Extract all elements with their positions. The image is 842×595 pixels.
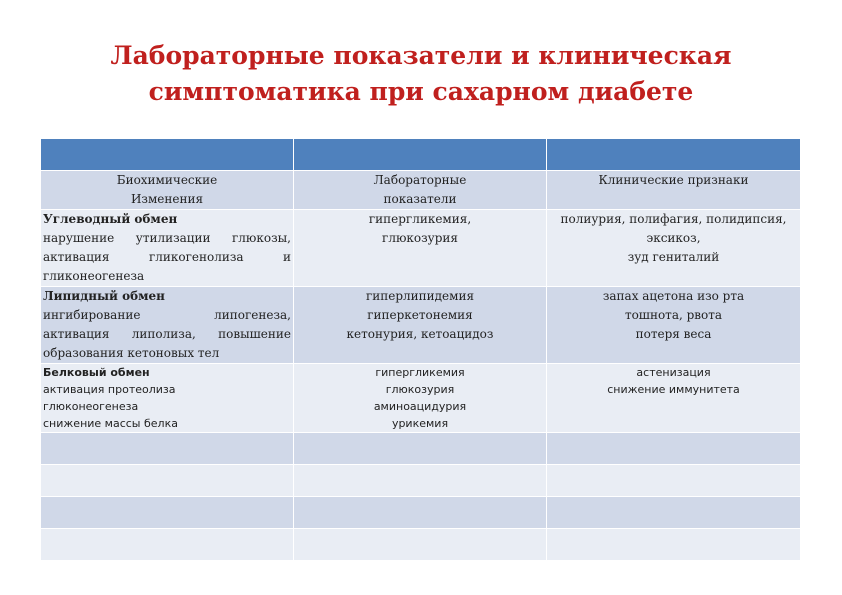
table-row xyxy=(41,210,801,287)
changes-cell: Липидный обмен ингибирование липогенеза, активация липолиза, повышение образования кетоновых тел xyxy=(41,287,294,364)
group-label: Белковый обмен xyxy=(43,366,150,379)
header-cell xyxy=(547,139,801,171)
table-row xyxy=(41,287,801,364)
group-label: Липидный обмен xyxy=(43,289,165,303)
column-title-changes: Биохимические Изменения xyxy=(41,171,294,210)
empty-row xyxy=(41,465,801,497)
column-title-clinical: Клинические признаки xyxy=(547,171,801,210)
page-title-line1: Лабораторные показатели и клиническая xyxy=(110,41,732,70)
empty-row xyxy=(41,433,801,465)
header-cell xyxy=(294,139,547,171)
table-row xyxy=(41,364,801,433)
lab-cell: гиперлипидемия гиперкетонемия кетонурия, кетоацидоз xyxy=(294,287,547,364)
page-title-line2: симптоматика при сахарном диабете xyxy=(148,77,694,106)
lab-cell: гипергликемия глюкозурия аминоацидурия урикемия xyxy=(294,364,547,433)
table-header-band xyxy=(41,139,801,171)
changes-cell: Белковый обмен активация протеолиза глюконеогенеза снижение массы белка xyxy=(41,364,294,433)
group-label: Углеводный обмен xyxy=(43,212,178,226)
lab-cell: гипергликемия, глюкозурия xyxy=(294,210,547,287)
header-cell xyxy=(41,139,294,171)
empty-row xyxy=(41,497,801,529)
column-title-lab: Лабораторные показатели xyxy=(294,171,547,210)
column-titles-row xyxy=(41,171,801,210)
empty-row xyxy=(41,529,801,561)
clinical-cell: запах ацетона изо рта тошнота, рвота потеря веса xyxy=(547,287,801,364)
changes-cell: Углеводный обмен нарушение утилизации глюкозы, активация гликогенолиза и гликонеогенеза xyxy=(41,210,294,287)
data-table xyxy=(40,138,801,561)
clinical-cell: астенизация снижение иммунитета xyxy=(547,364,801,433)
clinical-cell: полиурия, полифагия, полидипсия, эксикоз, зуд гениталий xyxy=(547,210,801,287)
page-title xyxy=(0,38,842,110)
